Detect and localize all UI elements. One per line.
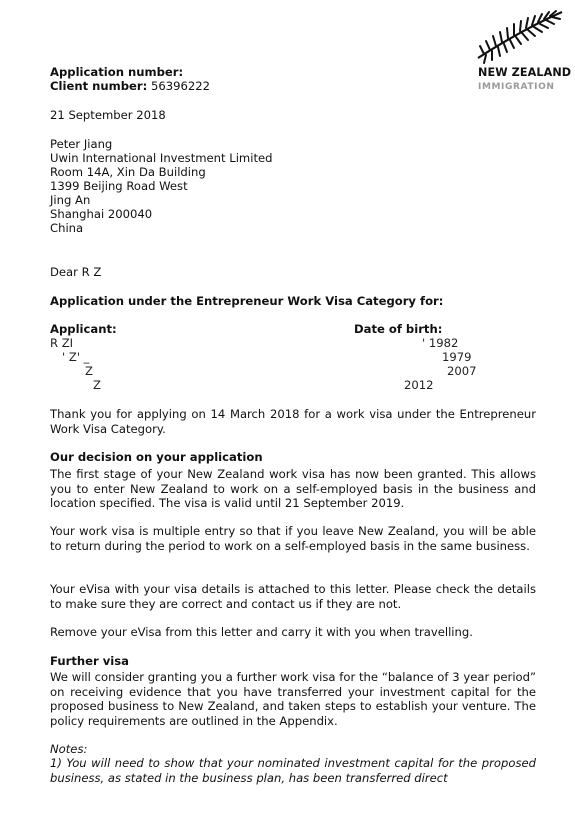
applicant-dob: 1979 bbox=[442, 350, 472, 364]
application-number-label: Application number: bbox=[50, 65, 184, 79]
address-line: Room 14A, Xin Da Building bbox=[50, 165, 206, 179]
logo-subtitle: IMMIGRATION bbox=[478, 82, 555, 92]
client-number-value: 56396222 bbox=[150, 79, 210, 93]
address-line: China bbox=[50, 221, 84, 235]
applicant-name: R ZI bbox=[50, 336, 74, 350]
client-number-line bbox=[50, 79, 210, 94]
logo-title: NEW ZEALAND bbox=[478, 66, 572, 79]
silver-fern-icon bbox=[470, 8, 570, 66]
further-visa-paragraph: We will consider granting you a further work visa for the “balance of 3 year period” on receiving evidence that you have transferred your investment capital for the proposed business to New Zealand, and taken steps to establish your venture. The policy requirements are outlined in the Appendix. bbox=[50, 670, 536, 728]
decision-heading: Our decision on your application bbox=[50, 450, 263, 464]
salutation: Dear R Z bbox=[50, 265, 102, 279]
applicant-name: Z bbox=[85, 364, 93, 378]
address-line: Jing An bbox=[50, 193, 91, 207]
nz-immigration-logo bbox=[470, 8, 570, 93]
client-number-label: Client number: bbox=[50, 79, 148, 93]
decision-paragraph-3: Your eVisa with your visa details is attached to this letter. Please check the details to make sure they are correct and contact us if they are not. bbox=[50, 582, 536, 611]
notes-heading: Notes: bbox=[50, 742, 88, 756]
applicant-name: Z bbox=[93, 378, 101, 392]
address-line: Shanghai 200040 bbox=[50, 207, 153, 221]
further-visa-heading: Further visa bbox=[50, 654, 129, 668]
letter-date: 21 September 2018 bbox=[50, 108, 166, 122]
intro-paragraph: Thank you for applying on 14 March 2018 for a work visa under the Entrepreneur Work Visa Category. bbox=[50, 407, 536, 436]
decision-paragraph-2: Your work visa is multiple entry so that if you leave New Zealand, you will be able to return during the period to work on a self-employed basis in the same business. bbox=[50, 524, 536, 553]
applicant-dob: 2012 bbox=[404, 378, 434, 392]
applicant-dob: ' 1982 bbox=[422, 336, 459, 350]
applicant-dob: 2007 bbox=[447, 364, 477, 378]
address-line: Uwin International Investment Limited bbox=[50, 151, 273, 165]
dob-label: Date of birth: bbox=[354, 322, 443, 336]
applicant-name: ' Z' _ bbox=[62, 350, 90, 364]
subject-line: Application under the Entrepreneur Work Visa Category for: bbox=[50, 294, 444, 308]
address-line: Peter Jiang bbox=[50, 137, 113, 151]
note-1: 1) You will need to show that your nominated investment capital for the proposed business, as stated in the business plan, has been transferred direct bbox=[50, 756, 536, 785]
address-line: 1399 Beijing Road West bbox=[50, 179, 188, 193]
applicant-label: Applicant: bbox=[50, 322, 117, 336]
decision-paragraph-1: The first stage of your New Zealand work visa has now been granted. This allows you to enter New Zealand to work on a self-employed basis in the business and location specified. The visa is valid until 21 September 2019. bbox=[50, 467, 536, 510]
decision-paragraph-4: Remove your eVisa from this letter and carry it with you when travelling. bbox=[50, 625, 473, 639]
